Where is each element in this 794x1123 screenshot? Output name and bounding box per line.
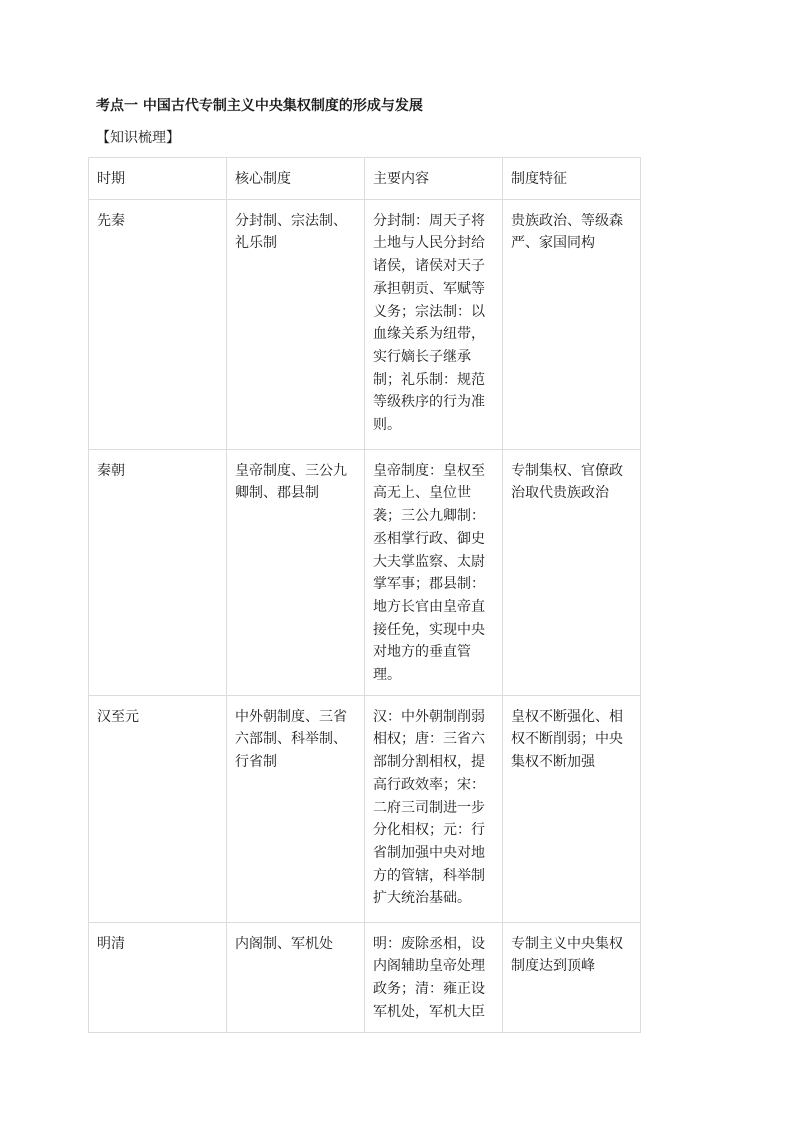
header-feature: 制度特征 bbox=[503, 158, 641, 200]
cell-feature: 专制主义中央集权制度达到顶峰 bbox=[503, 922, 641, 1032]
cell-content: 分封制：周天子将土地与人民分封给诸侯，诸侯对天子承担朝贡、军赋等义务；宗法制：以血缘关系为纽带，实行嫡长子继承制；礼乐制：规范等级秩序的行为准则。 bbox=[365, 199, 503, 449]
cell-system: 分封制、宗法制、礼乐制 bbox=[227, 199, 365, 449]
cell-feature: 贵族政治、等级森严、家国同构 bbox=[503, 199, 641, 449]
table-row bbox=[89, 922, 641, 1032]
knowledge-review-label: 【知识梳理】 bbox=[96, 130, 180, 146]
institution-table bbox=[88, 157, 641, 1033]
cell-feature: 专制集权、官僚政治取代贵族政治 bbox=[503, 449, 641, 695]
table-row bbox=[89, 449, 641, 695]
cell-system: 皇帝制度、三公九卿制、郡县制 bbox=[227, 449, 365, 695]
cell-feature: 皇权不断强化、相权不断削弱；中央集权不断加强 bbox=[503, 695, 641, 922]
header-period: 时期 bbox=[89, 158, 227, 200]
cell-period: 明清 bbox=[89, 922, 227, 1032]
table-row bbox=[89, 199, 641, 449]
cell-content: 明：废除丞相，设内阁辅助皇帝处理政务；清：雍正设军机处，军机大臣 bbox=[365, 922, 503, 1032]
cell-period: 秦朝 bbox=[89, 449, 227, 695]
table-header-row bbox=[89, 158, 641, 200]
cell-content: 皇帝制度：皇权至高无上、皇位世袭；三公九卿制：丞相掌行政、御史大夫掌监察、太尉掌军事；郡县制：地方长官由皇帝直接任免，实现中央对地方的垂直管理。 bbox=[365, 449, 503, 695]
section-heading: 考点一 中国古代专制主义中央集权制度的形成与发展 bbox=[96, 98, 423, 114]
table-row bbox=[89, 695, 641, 922]
header-system: 核心制度 bbox=[227, 158, 365, 200]
cell-period: 先秦 bbox=[89, 199, 227, 449]
header-content: 主要内容 bbox=[365, 158, 503, 200]
cell-system: 内阁制、军机处 bbox=[227, 922, 365, 1032]
cell-system: 中外朝制度、三省六部制、科举制、行省制 bbox=[227, 695, 365, 922]
cell-content: 汉：中外朝制削弱相权；唐：三省六部制分割相权，提高行政效率；宋：二府三司制进一步分化相权；元：行省制加强中央对地方的管辖，科举制扩大统治基础。 bbox=[365, 695, 503, 922]
cell-period: 汉至元 bbox=[89, 695, 227, 922]
